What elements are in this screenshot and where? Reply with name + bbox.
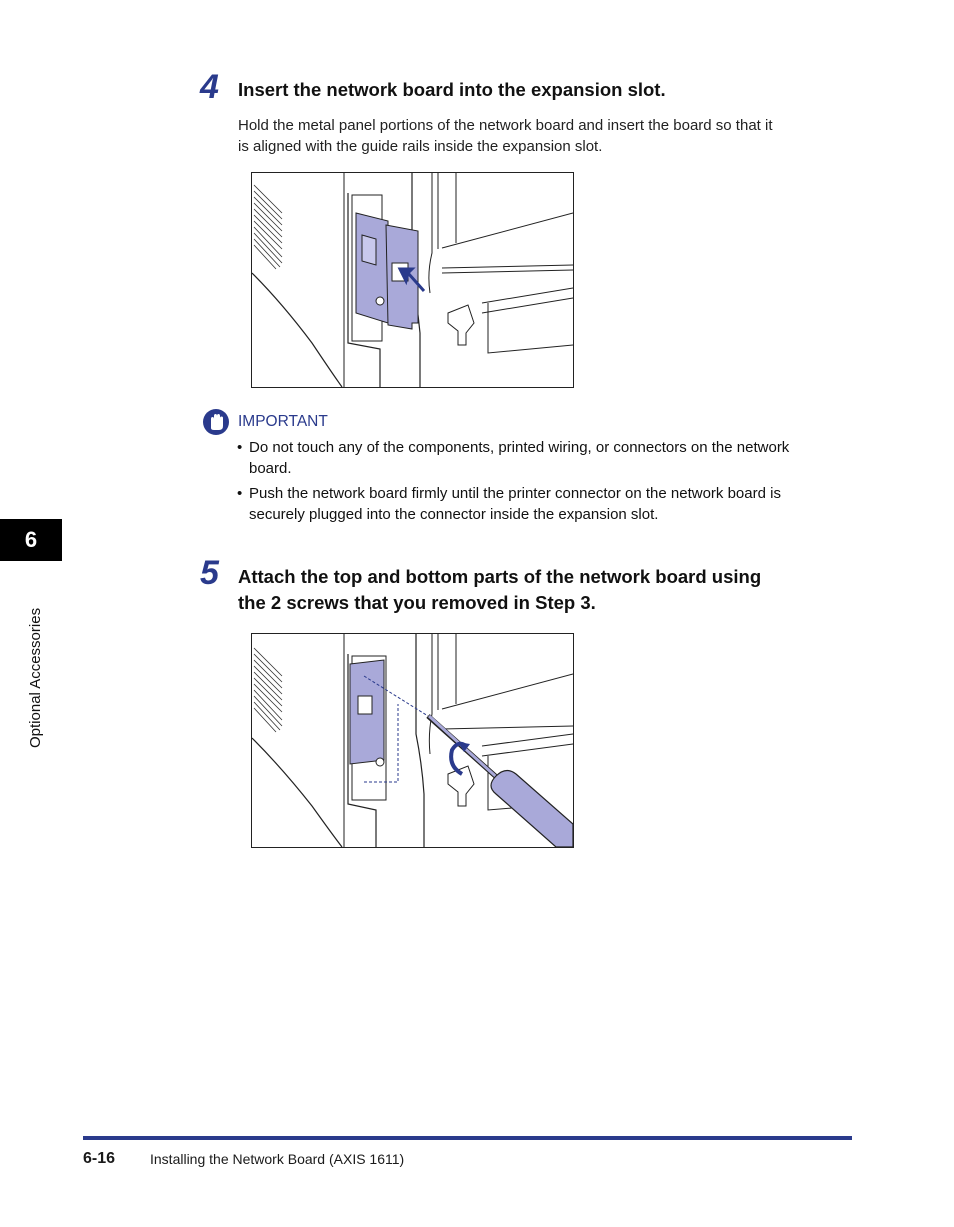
figure-attach-screws-drawing [252,634,573,847]
important-bullet-1: • Do not touch any of the components, printed wiring, or connectors on the network board. [237,437,857,479]
vent-grille [254,185,282,269]
footer-section-title: Installing the Network Board (AXIS 1611) [150,1151,405,1167]
important-bullet-2-line2: securely plugged into the connector inside the expansion slot. [249,506,659,523]
figure-insert-board-drawing [252,173,573,387]
step-4-number: 4 [200,68,219,106]
page-number: 6-16 [83,1150,116,1167]
chapter-tab: 6 [0,519,62,561]
step-5-number: 5 [200,554,219,592]
important-bullet-1-line1: Do not touch any of the components, printed wiring, or connectors on the network [249,439,790,456]
step-4-body-line2: is aligned with the guide rails inside the expansion slot. [238,138,603,155]
vent-grille-2 [254,648,282,732]
important-bullet-2: • Push the network board firmly until the printer connector on the network board is securely plugged into the connector inside the expansion slot. [237,483,857,525]
important-hand-icon [202,408,230,436]
chapter-side-label: Optional Accessories [27,607,44,748]
step-5-title-line1: Attach the top and bottom parts of the network board using [238,566,762,587]
important-bullet-1-line2: board. [249,460,292,477]
figure-attach-screws [251,633,574,848]
step-4-body-line1: Hold the metal panel portions of the network board and insert the board so that it [238,117,773,134]
step-5-title-line2: the 2 screws that you removed in Step 3. [238,592,596,613]
step-4-title: Insert the network board into the expansion slot. [238,79,666,100]
footer-rule [83,1136,852,1140]
figure-insert-board [251,172,574,388]
important-label: IMPORTANT [238,413,328,430]
important-bullet-2-line1: Push the network board firmly until the printer connector on the network board is [249,485,781,502]
